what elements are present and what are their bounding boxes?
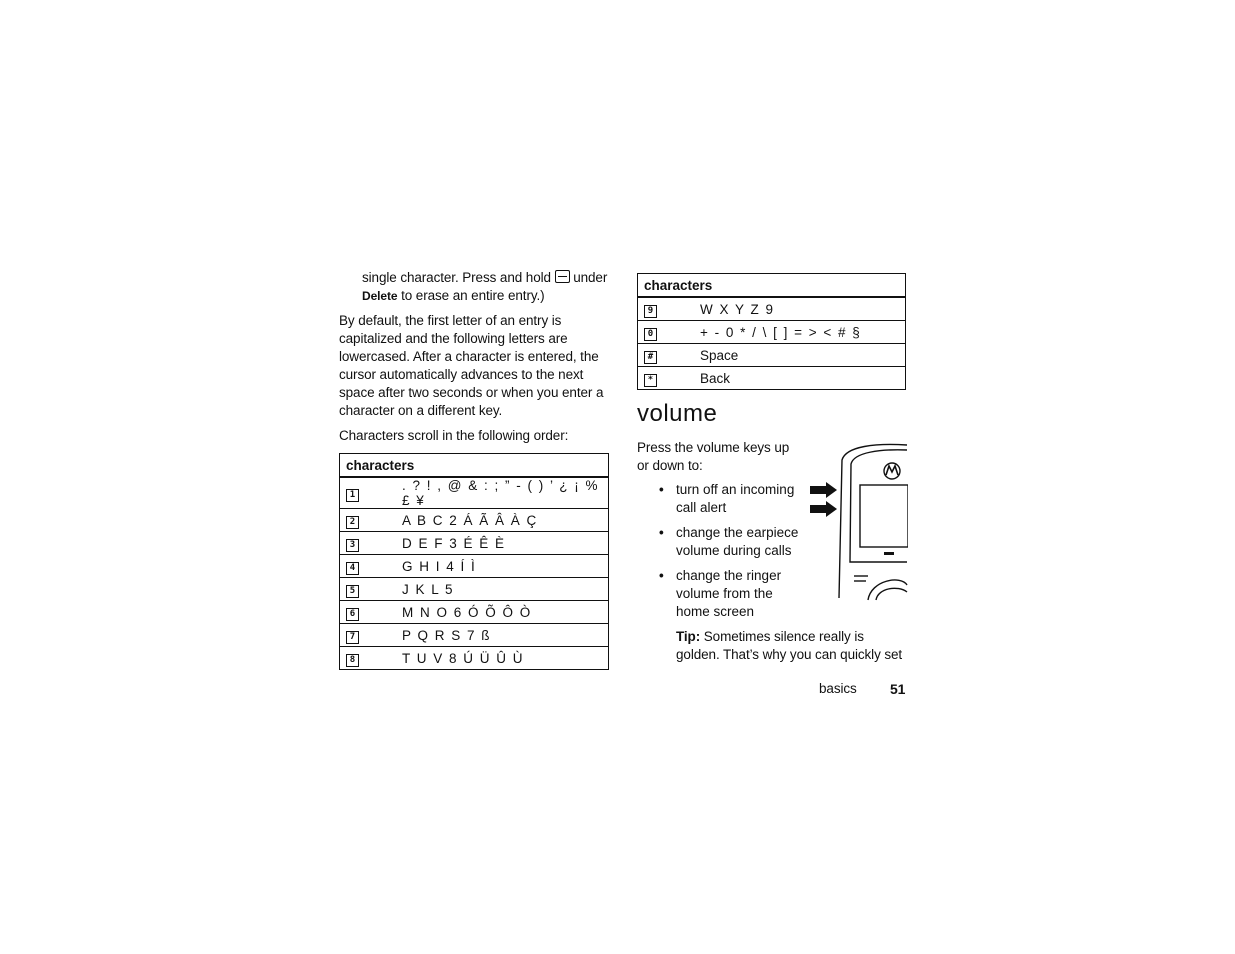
phone-illustration-icon	[806, 440, 908, 602]
key-7-icon: 7	[346, 631, 359, 644]
key-2-icon: 2	[346, 516, 359, 529]
volume-intro: Press the volume keys up or down to:	[637, 440, 790, 473]
key-5-icon: 5	[346, 585, 359, 598]
table-row: 5 J K L 5	[340, 578, 609, 601]
menu-key-icon	[555, 270, 570, 283]
table-row: * Back	[638, 367, 906, 390]
key-1-icon: 1	[346, 489, 359, 502]
list-item: • change the earpiece volume during calls	[659, 525, 799, 558]
section-title: volume	[637, 400, 718, 427]
list-item: • change the ringer volume from the home screen	[659, 568, 782, 619]
characters-table-right	[637, 273, 906, 390]
table-row: 8 T U V 8 Ú Ü Û Ù	[340, 647, 609, 670]
key-4-icon: 4	[346, 562, 359, 575]
scroll-order-paragraph: Characters scroll in the following order:	[339, 428, 569, 443]
characters-table-left	[339, 453, 609, 670]
table-header: characters	[340, 454, 609, 478]
table-row: 7 P Q R S 7 ß	[340, 624, 609, 647]
list-item: • turn off an incoming call alert	[659, 482, 795, 515]
key-8-icon: 8	[346, 654, 359, 667]
key-9-icon: 9	[644, 305, 657, 318]
motorola-logo-icon	[884, 463, 900, 479]
default-case-paragraph: By default, the first letter of an entry is capitalized and the following letters are lowercased. After a character is entered, the cursor automatically advances to the next space after two seconds or when you enter a character on a different key.	[339, 313, 604, 418]
key-3-icon: 3	[346, 539, 359, 552]
tip-paragraph: Tip: Sometimes silence really is golden. That’s why you can quickly set	[676, 629, 903, 662]
key-pound-icon: #	[644, 351, 657, 364]
footer-section-label: basics	[819, 681, 857, 696]
key-0-icon: 0	[644, 328, 657, 341]
table-row: 4 G H I 4 Í Ì	[340, 555, 609, 578]
table-header: characters	[638, 274, 906, 298]
delete-softkey-label: Delete	[362, 289, 398, 303]
page-number: 51	[890, 681, 906, 697]
table-row: # Space	[638, 344, 906, 367]
table-row: 6 M N O 6 Ó Õ Ô Ò	[340, 601, 609, 624]
table-row: 1 . ? ! , @ & : ; ” - ( ) ’ ¿ ¡ % £ ¥	[340, 477, 609, 509]
key-6-icon: 6	[346, 608, 359, 621]
key-star-icon: *	[644, 374, 657, 387]
table-row: 0 + - 0 * / \ [ ] = > < # §	[638, 321, 906, 344]
continuation-text: single character. Press and hold under Delete to erase an entire entry.)	[362, 270, 608, 303]
table-row: 2 A B C 2 Á Ã Â À Ç	[340, 509, 609, 532]
arrow-right-icon	[810, 501, 837, 517]
table-row: 9 W X Y Z 9	[638, 297, 906, 321]
table-row: 3 D E F 3 É Ê È	[340, 532, 609, 555]
arrow-right-icon	[810, 482, 837, 498]
